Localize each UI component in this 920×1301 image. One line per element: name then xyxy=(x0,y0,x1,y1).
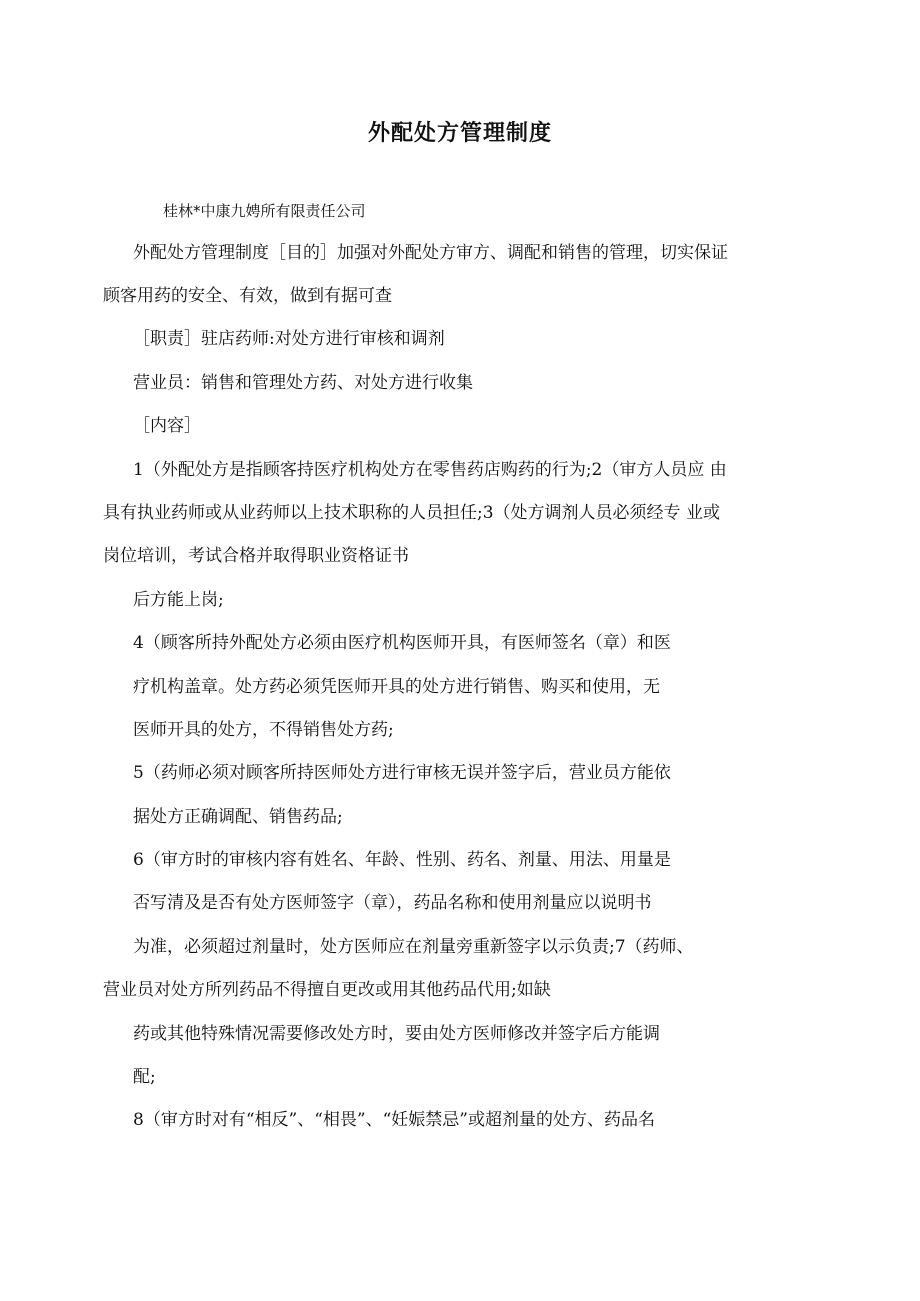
text-line: ［内容］ xyxy=(133,416,201,436)
text-line: 4（顾客所持外配处方必须由医疗机构医师开具，有医师签名（章）和医 xyxy=(133,633,671,653)
text-line: 后方能上岗; xyxy=(133,590,224,610)
text-line: 疗机构盖章。处方药必须凭医师开具的处方进行销售、购买和使用，无 xyxy=(133,677,660,697)
text-line: 外配处方管理制度［目的］加强对外配处方审方、调配和销售的管理，切实保证 xyxy=(133,243,728,263)
text-line: 药或其他特殊情况需要修改处方时，要由处方医师修改并签字后方能调 xyxy=(133,1024,660,1044)
text-line: 医师开具的处方，不得销售处方药; xyxy=(133,720,394,740)
text-line: 据处方正确调配、销售药品; xyxy=(133,807,343,827)
text-line: 8（审方时对有“相反”、“相畏”、“妊娠禁忌”或超剂量的处方、药品名 xyxy=(133,1110,655,1130)
text-line: 5（药师必须对顾客所持医师处方进行审核无误并签字后，营业员方能依 xyxy=(133,763,671,783)
text-line: 配; xyxy=(133,1067,156,1087)
text-line: 6（审方时的审核内容有姓名、年龄、性别、药名、剂量、用法、用量是 xyxy=(133,850,671,870)
text-line: 营业员：销售和管理处方药、对处方进行收集 xyxy=(133,373,473,393)
text-line: ［职责］驻店药师:对处方进行审核和调剂 xyxy=(133,329,445,349)
text-line: 岗位培训，考试合格并取得职业资格证书 xyxy=(103,546,409,566)
text-line: 顾客用药的安全、有效，做到有据可查 xyxy=(103,286,392,306)
text-line: 营业员对处方所列药品不得擅自更改或用其他药品代用;如缺 xyxy=(103,980,551,1000)
text-line: 1（外配处方是指顾客持医疗机构处方在零售药店购药的行为;2（审方人员应 由 xyxy=(133,460,727,480)
document-title: 外配处方管理制度 xyxy=(367,121,552,146)
text-line: 否写清及是否有处方医师签字（章），药品名称和使用剂量应以说明书 xyxy=(133,893,652,913)
company-name: 桂林*中康九娉所有限责任公司 xyxy=(163,202,366,220)
text-line: 为准，必须超过剂量时，处方医师应在剂量旁重新签字以示负责;7（药师、 xyxy=(133,937,694,957)
text-line: 具有执业药师或从业药师以上技术职称的人员担任;3（处方调剂人员必须经专 业或 xyxy=(103,503,720,523)
